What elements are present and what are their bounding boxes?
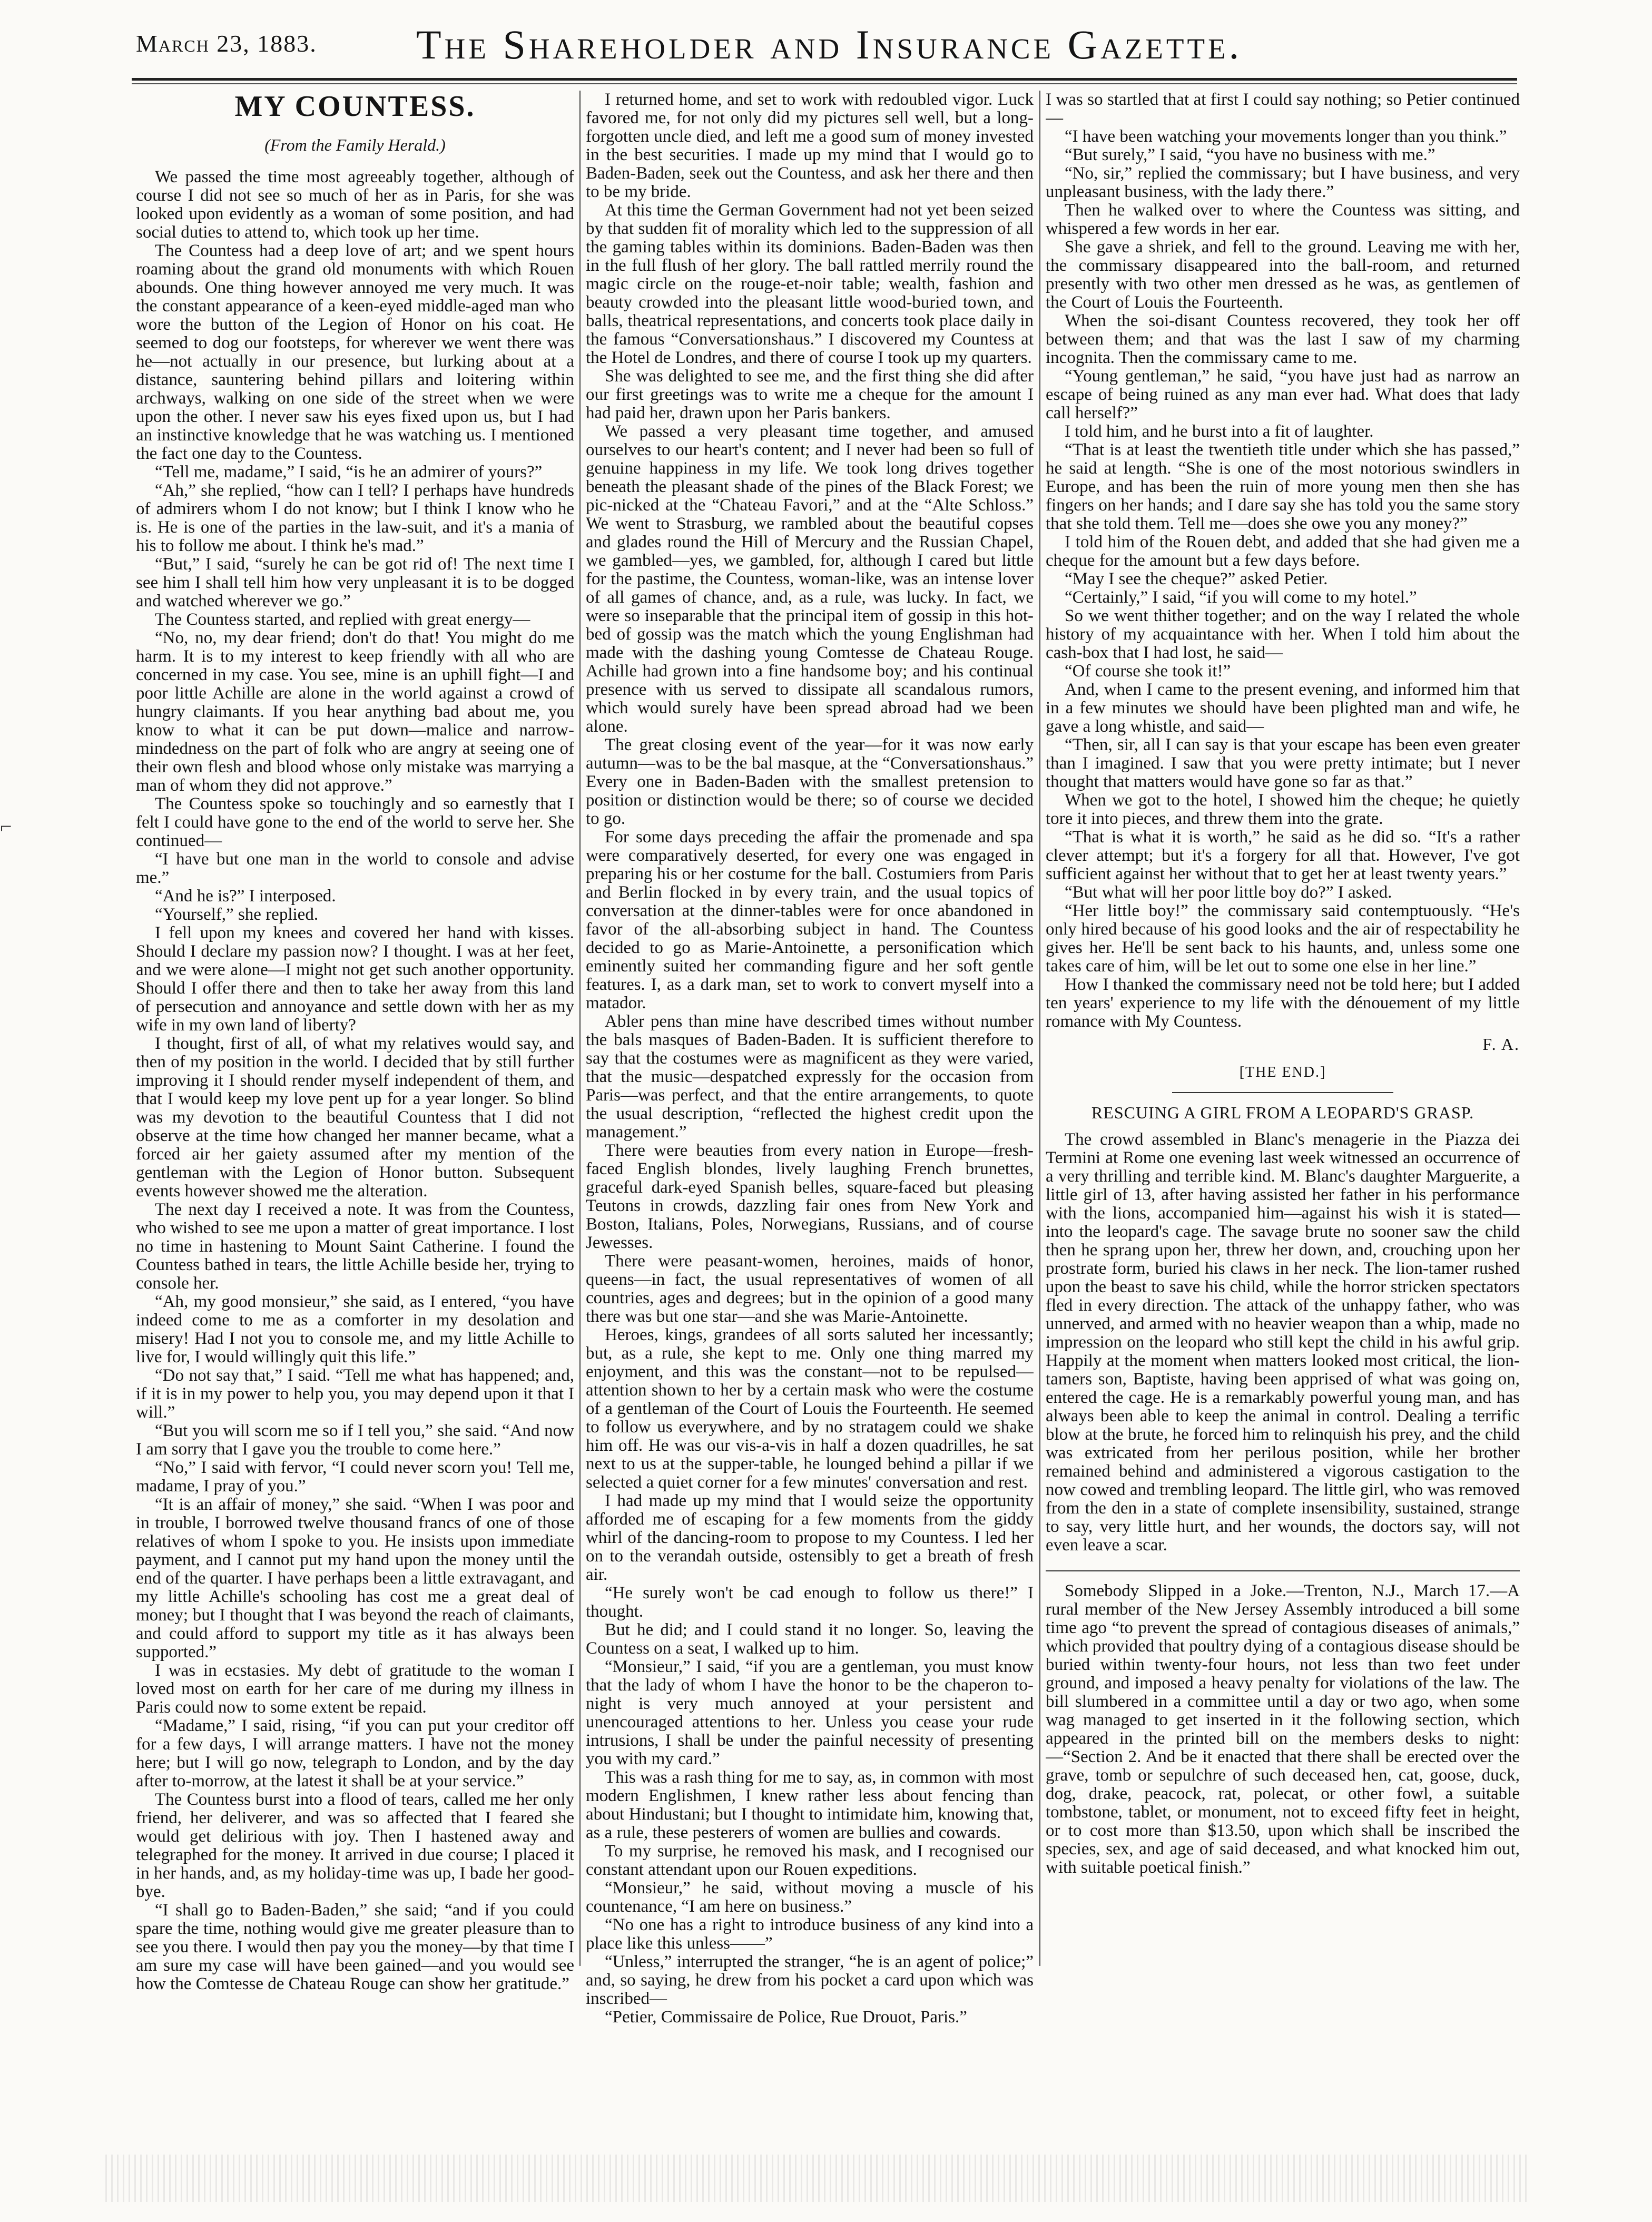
- story-paragraph: We passed the time most agreeably together, although of course I did not see so much of her as in Paris, for she was looked upon evidently as a woman of some position, and had social duties to attend to, which took up her time.: [136, 168, 574, 242]
- margin-mark: ⌐: [0, 814, 12, 838]
- story-paragraph: “I have been watching your movements longer than you think.”: [1065, 127, 1507, 146]
- story-paragraph: “No, sir,” replied the commissary; but I have business, and very unpleasant business, with the lady there.”: [1046, 164, 1520, 201]
- story-paragraph: “Young gentleman,” he said, “you have just had as narrow an escape of being ruined as any man ever had. What does that lady call herself?”: [1046, 367, 1520, 422]
- story-paragraph: I told him of the Rouen debt, and added that she had given me a cheque for the amount but a few days before.: [1046, 533, 1520, 570]
- story-paragraph: When the soi-disant Countess recovered, they took her off between them; and that was the last I saw of my charming incognita. Then the commissary came to me.: [1046, 311, 1520, 367]
- article-paragraph: The crowd assembled in Blanc's menagerie in the Piazza dei Termini at Rome one evening last week witnessed an occurrence of a very thrilling and terrible kind. M. Blanc's daughter Marguerite, a little girl of 13, after having assisted her father in his performance with the lions, accompanied him—against his wish it is stated—into the leopard's cage. The savage brute no sooner saw the child then he sprang upon her, threw her down, and, crouching upon her prostrate form, buried his claws in her neck. The lion-tamer rushed upon the beast to save his child, while the horror stricken spectators fled in every direction. The attack of the unhappy father, who was unnerved, and armed with no heavier weapon than a whip, made no impression on the leopard who still kept the child in his awful grip. Happily at the moment when matters looked most critical, the lion-tamers son, Baptiste, having been apprised of what was going on, entered the cage. He is a remarkably powerful young man, and has always been able to keep the animal in control. Dealing a terrific blow at the brute, he forced him to relinquish his prey, and the child was extricated from her perilous position, while her brother remained behind and administered a vigorous castigation to the now cowed and trembling leopard. The little girl, who was removed from the den in a state of complete insensibility, sustained, strange to say, very little hurt, and her wounds, the doctors say, will not even leave a scar.: [1046, 1130, 1520, 1555]
- story-paragraph: I fell upon my knees and covered her hand with kisses. Should I declare my passion now? I thought. I was at her feet, and we were alone—I might not get such another opportunity. Should I offer there and then to take her away from this land of persecution and annoyance and settle down with her as my wife in my own land of liberty?: [136, 923, 574, 1035]
- story-paragraph: “It is an affair of money,” she said. “When I was poor and in trouble, I borrowed twelve thousand francs of one of those relatives of whom I spoke to you. He insists upon immediate payment, and I cannot put my hand upon the money until the end of the quarter. I have perhaps been a little extravagant, and my little Achille's schooling has cost me a great deal of money; but I thought that I was beyond the reach of claimants, and could afford to support my title as it has always been supported.”: [136, 1495, 574, 1661]
- story-paragraph: The next day I received a note. It was from the Countess, who wished to see me upon a matter of great importance. I lost no time in hastening to Mount Saint Catherine. I found the Countess bathed in tears, the little Achille beside her, trying to console her.: [136, 1200, 574, 1293]
- story-paragraph: “I shall go to Baden-Baden,” she said; “and if you could spare the time, nothing would give me greater pleasure than to see you there. I would then pay you the money—by that time I am sure my case will have been gained—and you would see how the Comtesse de Chateau Rouge can show her gratitude.”: [136, 1901, 574, 1993]
- story-paragraph: “Monsieur,” I said, “if you are a gentleman, you must know that the lady of whom I have the honor to be the chaperon to-night is very much annoyed at your persistent and unencouraged attentions to her. Unless you cease your rude intrusions, I shall be under the painful necessity of presenting you with my card.”: [586, 1657, 1034, 1768]
- story-paragraph: I was so startled that at first I could say nothing; so Petier continued—: [1046, 91, 1520, 127]
- column-3: [1046, 91, 1520, 2222]
- story-paragraph: “Petier, Commissaire de Police, Rue Drouot, Paris.”: [605, 2008, 967, 2027]
- masthead-rule: [132, 78, 1517, 81]
- story-paragraph: “Ah,” she replied, “how can I tell? I perhaps have hundreds of admirers whom I do not know; but I think I know who he is. He is one of the parties in the law-suit, and it's a mania of his to follow me about. I think he's mad.”: [136, 481, 574, 555]
- story-paragraph: “And he is?” I interposed.: [155, 887, 336, 906]
- story-paragraph: “Do not say that,” I said. “Tell me what has happened; and, if it is in my power to help you, you may depend upon it that I will.”: [136, 1366, 574, 1422]
- story-paragraph: “Yourself,” she replied.: [155, 905, 319, 924]
- story-paragraph: “Ah, my good monsieur,” she said, as I entered, “you have indeed come to me as a comforter in my desolation and misery! Had I not you to console me, and my little Achille to live for, I would willingly quit this life.”: [136, 1292, 574, 1366]
- story-paragraph: “Then, sir, all I can say is that your escape has been even greater than I imagined. I saw that you were pretty intimate; but I never thought that matters would have gone so far as that.”: [1046, 735, 1520, 791]
- story-paragraph: “Tell me, madame,” I said, “is he an admirer of yours?”: [155, 463, 543, 481]
- section-divider: [1046, 1570, 1520, 1571]
- column-2: [586, 91, 1034, 2222]
- story-paragraph: “Unless,” interrupted the stranger, “he is an agent of police;” and, so saying, he drew from his pocket a card upon which was inscribed—: [586, 1952, 1034, 2008]
- masthead-rule-thin: [132, 83, 1517, 84]
- story-paragraph: To my surprise, he removed his mask, and I recognised our constant attendant upon our Rouen expeditions.: [586, 1842, 1034, 1879]
- story-paragraph: “No, no, my dear friend; don't do that! You might do me harm. It is to my interest to keep friendly with all who are concerned in my case. You see, mine is an uphill fight—I and poor little Achille are alone in the world against a crowd of hungry claimants. If you hear anything bad about me, you know to what it can be put down—malice and narrow-mindedness on the part of folk who are angry at seeing one of their own flesh and blood whose only mistake was marrying a man of whom they did not approve.”: [136, 628, 574, 795]
- story-paragraph: When we got to the hotel, I showed him the cheque; he quietly tore it into pieces, and threw them into the grate.: [1046, 791, 1520, 828]
- story-paragraph: There were beauties from every nation in Europe—fresh-faced English blondes, lively laughing French brunettes, graceful dark-eyed Spanish belles, square-faced but pleasing Teutons in crowds, dazzling fair ones from New York and Boston, Italians, Poles, Norwegians, Russians, and of course Jewesses.: [586, 1141, 1034, 1252]
- story-paragraph: “May I see the cheque?” asked Petier.: [1065, 569, 1328, 588]
- story-paragraph: There were peasant-women, heroines, maids of honor, queens—in fact, the usual representatives of women of all countries, ages and degrees; but in the opinion of a good many there was but one star—and she was Marie-Antoinette.: [586, 1252, 1034, 1326]
- article-paragraph: Somebody Slipped in a Joke.—Trenton, N.J., March 17.—A rural member of the New Jersey Assembly introduced a bill some time ago “to prevent the spread of contagious diseases of animals,” which provided that poultry dying of a contagious disease should be buried within twenty-four hours, not less than two feet under ground, and imposed a heavy penalty for violations of the law. The bill slumbered in a committee until a day or two ago, when some wag managed to get inserted in it the following section, which appeared in the printed bill on the members desks to night:—“Section 2. And be it enacted that there shall be erected over the grave, tomb or sepulchre of such deceased hen, cat, goose, duck, dog, drake, peacock, rat, polecat, or other fowl, a suitable tombstone, tablet, or monument, not to exceed fifty feet in height, or to cost more than $13.50, upon which shall be inscribed the species, sex, and age of said deceased, and what knocked him out, with suitable poetical finish.”: [1046, 1581, 1520, 1877]
- story-paragraph: I told him, and he burst into a fit of laughter.: [1065, 422, 1374, 441]
- story-paragraph: The Countess spoke so touchingly and so earnestly that I felt I could have gone to the end of the world to serve her. She continued—: [136, 794, 574, 850]
- story-signature: F. A.: [1482, 1035, 1520, 1054]
- story-paragraph: “I have but one man in the world to console and advise me.”: [136, 850, 574, 887]
- column-divider: [579, 91, 581, 1966]
- story-title: MY COUNTESS.: [234, 91, 476, 123]
- masthead: [0, 0, 1652, 90]
- story-paragraph: For some days preceding the affair the promenade and spa were comparatively deserted, for every one was engaged in preparing his or her costume for the ball. Costumiers from Paris and Berlin flocked in by every train, and the usual topics of conversation at the dinner-tables were for once abandoned in favor of the all-absorbing subject in hand. The Countess decided to go as Marie-Antoinette, a personification which eminently suited her commanding figure and her soft gentle features. I, as a dark man, set to work to convert myself into a matador.: [586, 828, 1034, 1012]
- story-paragraph: “That is what it is worth,” he said as he did so. “It's a rather clever attempt; but it's a forgery for all that. However, I've got sufficient against her without that to get her at least twenty years.”: [1046, 828, 1520, 883]
- story-paragraph: “But surely,” I said, “you have no business with me.”: [1065, 145, 1435, 164]
- story-paragraph: I was in ecstasies. My debt of gratitude to the woman I loved most on earth for her care of me during my illness in Paris could now to some extent be repaid.: [136, 1661, 574, 1717]
- publication-title: The Shareholder and Insurance Gazette.: [416, 22, 1243, 67]
- story-paragraph: At this time the German Government had not yet been seized by that sudden fit of morality which led to the suppression of all the gaming tables within its dominions. Baden-Baden was then in the full flush of her glory. The ball rattled merrily round the magic circle on the rouge-et-noir table; wealth, fashion and beauty crowded into the pleasant little wood-buried town, and balls, theatrical representations, and concerts took place daily in the famous “Conversationshaus.” I discovered my Countess at the Hotel de Londres, and there of course I took up my quarters.: [586, 201, 1034, 367]
- story-paragraph: “But,” I said, “surely he can be got rid of! The next time I see him I shall tell him how very unpleasant it is to be dogged and watched wherever we go.”: [136, 555, 574, 611]
- story-paragraph: This was a rash thing for me to say, as, in common with most modern Englishmen, I knew rather less about fencing than about Hindustani; but I thought to intimidate him, knowing that, as a rule, these pesterers of women are bullies and cowards.: [586, 1768, 1034, 1842]
- story-paragraph: The Countess had a deep love of art; and we spent hours roaming about the grand old monuments with which Rouen abounds. One thing however annoyed me very much. It was the constant appearance of a keen-eyed middle-aged man who wore the button of the Legion of Honor on his coat. He seemed to dog our footsteps, for wherever we went there was he—not actually in our presence, but lurking about at a distance, sauntering behind pillars and loitering within archways, walking on one side of the street when we were upon the other. I never saw his eyes fixed upon us, but I had an instinctive knowledge that he was watching us. I mentioned the fact one day to the Countess.: [136, 241, 574, 463]
- story-paragraph: Abler pens than mine have described times without number the bals masques of Baden-Baden. It is sufficient therefore to say that the costumes were as magnificent as they were varied, that the music—despatched expressly for the occasion from Paris—was perfect, and that the entire arrangements, to quote the usual description, “reflected the highest credit upon the management.”: [586, 1012, 1034, 1142]
- story-paragraph: “But you will scorn me so if I tell you,” she said. “And now I am sorry that I gave you the trouble to come here.”: [136, 1421, 574, 1459]
- story-paragraph: We passed a very pleasant time together, and amused ourselves to our heart's content; and I never had been so full of genuine happiness in my life. We took long drives together beneath the pleasant shade of the pines of the Black Forest; we pic-nicked at the “Chateau Favori,” and at the “Alte Schloss.” We went to Strasburg, we rambled about the beautiful copses and glades round the Hill of Mercury and the Russian Chapel, we gambled—yes, we gambled, for, although I cared but little for the pastime, the Countess, woman-like, was an intense lover of all games of chance, and, as a rule, was lucky. In fact, we were so inseparable that the principal item of gossip in this hot-bed of gossip was the match which the young Englishman had made with the dashing young Comtesse de Chateau Rouge. Achille had grown into a fine handsome boy; and his continual presence with us served to dissipate all scandalous rumors, which would surely have been spread abroad had we been alone.: [586, 422, 1034, 736]
- story-paragraph: The Countess burst into a flood of tears, called me her only friend, her deliverer, and was so affected that I feared she would get delirious with joy. Then I hastened away and telegraphed for the money. It arrived in due course; I placed it in her hands, and, as my holiday-time was up, I bade her good-bye.: [136, 1790, 574, 1901]
- story-paragraph: The Countess started, and replied with great energy—: [155, 610, 530, 629]
- column-1: [136, 91, 574, 2222]
- print-bleed-noise: [105, 2155, 1528, 2202]
- story-source: (From the Family Herald.): [264, 135, 446, 154]
- story-paragraph: How I thanked the commissary need not be told here; but I added ten years' experience to my life with the dénouement of my little romance with My Countess.: [1046, 975, 1520, 1031]
- the-end-marker: [THE END.]: [1239, 1064, 1326, 1080]
- story-paragraph: I thought, first of all, of what my relatives would say, and then of my position in the world. I decided that by still further improving it I should render myself independent of them, and that I would keep my love pent up for a year longer. So blind was my devotion to the beautiful Countess that I did not observe at the time how changed her manner became, what a forced air her gaiety assumed after my mention of the gentleman with the Legion of Honor button. Subsequent events however showed me the alteration.: [136, 1034, 574, 1201]
- story-paragraph: “No one has a right to introduce business of any kind into a place like this unless——”: [586, 1915, 1034, 1953]
- story-paragraph: She gave a shriek, and fell to the ground. Leaving me with her, the commissary disappeared into the ball-room, and returned presently with two other men dressed as he was, as gentlemen of the Court of Louis the Fourteenth.: [1046, 238, 1520, 312]
- story-paragraph: Then he walked over to where the Countess was sitting, and whispered a few words in her ear.: [1046, 201, 1520, 238]
- story-paragraph: “That is at least the twentieth title under which she has passed,” he said at length. “She is one of the most notorious swindlers in Europe, and has been the ruin of more young men then she has fingers on her hands; and I dare say she has told you the same story that she told them. Tell me—does she owe you any money?”: [1046, 440, 1520, 533]
- story-paragraph: I had made up my mind that I would seize the opportunity afforded me of escaping for a few moments from the giddy whirl of the dancing-room to propose to my Countess. I led her on to the verandah outside, ostensibly to get a breath of fresh air.: [586, 1491, 1034, 1584]
- section-divider: [1172, 1092, 1393, 1093]
- story-paragraph: “Monsieur,” he said, without moving a muscle of his countenance, “I am here on business.”: [586, 1879, 1034, 1916]
- story-paragraph: “Her little boy!” the commissary said contemptuously. “He's only hired because of his good looks and the air of respectability he gives her. He'll be sent back to his haunts, and, unless some one takes care of him, will be let out to some one else in her line.”: [1046, 901, 1520, 976]
- story-paragraph: I returned home, and set to work with redoubled vigor. Luck favored me, for not only did my pictures sell well, but a long-forgotten uncle died, and left me a good sum of money invested in the best securities. I made up my mind that I would go to Baden-Baden, seek out the Countess, and ask her there and then to be my bride.: [586, 91, 1034, 201]
- story-paragraph: “Madame,” I said, rising, “if you can put your creditor off for a few days, I will arrange matters. I have not the money here; but I will go now, telegraph to London, and by the day after to-morrow, at the latest it shall be at your service.”: [136, 1716, 574, 1791]
- story-paragraph: She was delighted to see me, and the first thing she did after our first greetings was to write me a cheque for the amount I had paid her, drawn upon her Paris bankers.: [586, 367, 1034, 422]
- story-paragraph: So we went thither together; and on the way I related the whole history of my acquaintance with her. When I told him about the cash-box that I had lost, he said—: [1046, 606, 1520, 662]
- story-paragraph: And, when I came to the present evening, and informed him that in a few minutes we should have been plighted man and wife, he gave a long whistle, and said—: [1046, 680, 1520, 736]
- story-paragraph: “Of course she took it!”: [1065, 662, 1231, 681]
- story-paragraph: But he did; and I could stand it no longer. So, leaving the Countess on a seat, I walked up to him.: [586, 1620, 1034, 1658]
- story-paragraph: “Certainly,” I said, “if you will come to my hotel.”: [1065, 588, 1417, 607]
- column-divider: [1039, 91, 1040, 1966]
- story-paragraph: Heroes, kings, grandees of all sorts saluted her incessantly; but, as a rule, she kept to me. Only one thing marred my enjoyment, and this was the constant—not to be repulsed—attention shown to her by a certain mask who were the costume of a gentleman of the Court of Louis the Fourteenth. He seemed to follow us everywhere, and by no stratagem could we shake him off. He was our vis-a-vis in half a dozen quadrilles, he sat next to us at the supper-table, he lounged behind a pillar if we selected a quiet corner for a few minutes' conversation and rest.: [586, 1325, 1034, 1492]
- story-paragraph: “No,” I said with fervor, “I could never scorn you! Tell me, madame, I pray of you.”: [136, 1458, 574, 1496]
- story-paragraph: “But what will her poor little boy do?” I asked.: [1065, 883, 1392, 902]
- story-paragraph: The great closing event of the year—for it was now early autumn—was to be the bal masque, at the “Conversationshaus.” Every one in Baden-Baden with the smallest pretension to position or distinction would be there; so of course we decided to go.: [586, 735, 1034, 828]
- issue-date: March 23, 1883.: [136, 30, 317, 57]
- story-paragraph: “He surely won't be cad enough to follow us there!” I thought.: [586, 1584, 1034, 1621]
- article-headline: RESCUING A GIRL FROM A LEOPARD'S GRASP.: [1091, 1103, 1474, 1122]
